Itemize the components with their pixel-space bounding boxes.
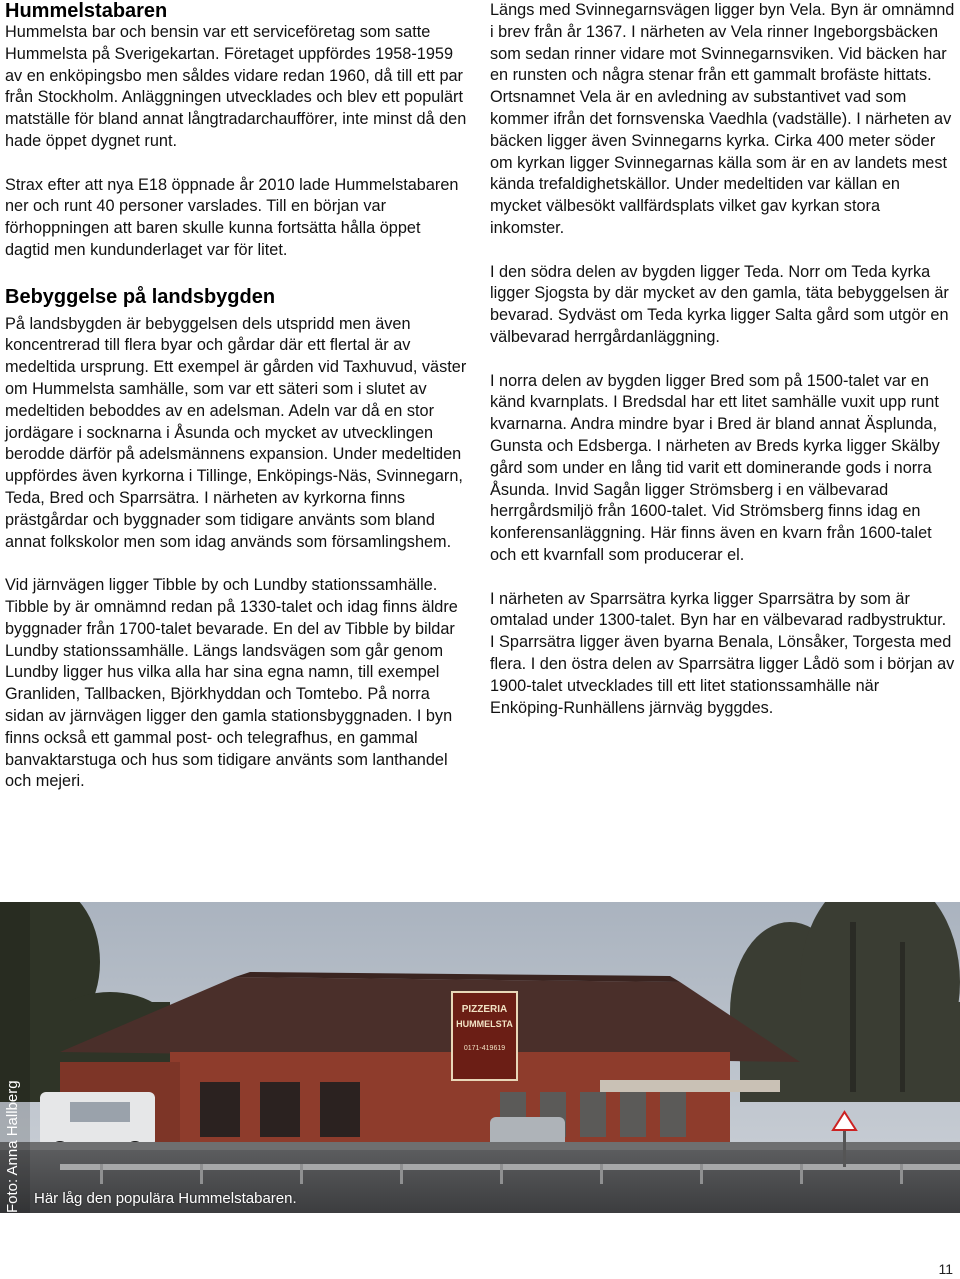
sign-line-2: HUMMELSTA: [456, 1019, 513, 1029]
photo-caption: Här låg den populära Hummelstabaren.: [34, 1190, 297, 1207]
sign-phone: 0171-419619: [463, 1045, 506, 1052]
page-number: 11: [938, 1261, 953, 1277]
article-title: Hummelstabaren: [5, 0, 168, 22]
left-column: [5, 0, 467, 815]
hummelstabaren-photo: [0, 902, 960, 1213]
photo-credit: Foto: Anna Hallberg: [4, 1080, 21, 1213]
paragraph: I den södra delen av bygden ligger Teda. Norr om Teda kyrka ligger Sjogsta by där mycket av den gamla, täta bebyggelsen är bevarad. Sydväst om Teda kyrka ligger Salta gård som utgör en välbevarad herrgårdanläggning.: [490, 262, 949, 346]
trees-right: [730, 902, 960, 1102]
paragraph: Hummelsta bar och bensin var ett serviceföretag som satte Hummelsta på Sverigekartan. Företaget uppfördes 1958-1959 av en enköpingsbo men såldes vidare redan 1960, då till ett par från Stockholm. Anläggningen utvecklades och blev ett populärt matställe för bland annat långtradarchaufförer, inte minst då den hade öppet dygnet runt.: [5, 23, 467, 150]
paragraph: Vid järnvägen ligger Tibble by och Lundby stationssamhälle. Tibble by är omnämnd redan på 1330-talet och idag finns äldre byggnader från 1700-talet bevarade. En del av Tibble by bildar Lundby stationssamhälle. Längs landsvägen som går genom Lundby ligger hus vilka alla har sina egna namn, till exempel Granliden, Tallbacken, Björkhyddan och Tomtebo. På norra sidan av järnvägen ligger den gamla stationsbyggnaden. I byn finns också ett gammal post- och telegrafhus, en gammal banvaktarstuga och hus som tidigare använts som lanthandel och mejeri.: [5, 576, 458, 791]
section-heading: Bebyggelse på landsbygden: [5, 285, 276, 308]
right-column: [490, 0, 955, 741]
sign-line-1: PIZZERIA: [461, 1004, 508, 1015]
paragraph: I norra delen av bygden ligger Bred som på 1500-talet var en känd kvarnplats. I Bredsdal har ett litet samhälle vuxit upp runt kvarnarna. Andra mindre byar i Bred är bland annat Äsplunda, Gunsta och Edsberga. I närheten av Breds kyrka ligger Skälby gård som under en lång tid varit ett dominerande gods i norra Åsunda. Invid Sagån ligger Strömsberg i en välbevarad herrgårdsmiljö från 1600-talet. Vid Strömsberg finns idag en konferensanläggning. Här finns även en kvarn från 1600-talet och ett kvarnfall som producerar el.: [490, 371, 940, 564]
paragraph: Strax efter att nya E18 öppnade år 2010 lade Hummelstabaren ner och runt 40 personer varslades. Till en början var förhoppningen att baren skulle kunna fortsätta hålla öppet dagtid men kundunderlaget var för litet.: [5, 175, 459, 259]
paragraph: På landsbygden är bebyggelsen dels utspridd men även koncentrerad till flera byar och gårdar där ett flertal är av medeltida ursprung. Ett exempel är gården vid Taxhuvud, väster om Hummelsta samhälle, som var ett säteri som i slutet av medeltiden beboddes av en adelsman. Adeln var då en stor jordägare i socknarna i Åsunda och mycket av utvecklingen berodde därför på adelsmännens expansion. Under medeltiden uppfördes även kyrkorna i Tillinge, Enköpings-Näs, Svinnegarn, Teda, Bred och Sparrsätra. I närheten av kyrkorna finns prästgårdar och byggnader som tidigare använts som bland annat folkskolor men som idag används som församlingshem.: [5, 314, 467, 551]
paragraph: I närheten av Sparrsätra kyrka ligger Sparrsätra by som är omtalad under 1300-talet. Byn har en välbevarad radbystruktur. I Sparrsätra ligger även byarna Benala, Lönsåker, Torgesta med flera. I den östra delen av Sparrsätra ligger Lådö som i början av 1900-talet utvecklades till ett litet stationssamhälle när Enköping-Runhällens järnväg byggdes.: [490, 589, 955, 717]
paragraph: Längs med Svinnegarnsvägen ligger byn Vela. Byn är omnämnd i brev från år 1367. I närheten av Vela rinner Ingeborgsbäcken som sedan rinner vidare mot Svinnegarnsviken. Vid bäcken har en runsten och några stenar från ett gammalt brofäste hittats. Ortsnamnet Vela är en avledning av substantivet vad som kommer ifrån det fornsvenska Vaedhla (vadställe). I närheten av bäcken ligger även Svinnegarns kyrka. Cirka 400 meter söder om kyrkan ligger Svinnegarnas källa som är en av landets mest kända trefaldighetskällor. Under medeltiden var källan en mycket välbesökt vallfärdsplats vilket gav kyrkan stora inkomster.: [490, 1, 955, 237]
photo-illustration: [0, 902, 960, 1213]
